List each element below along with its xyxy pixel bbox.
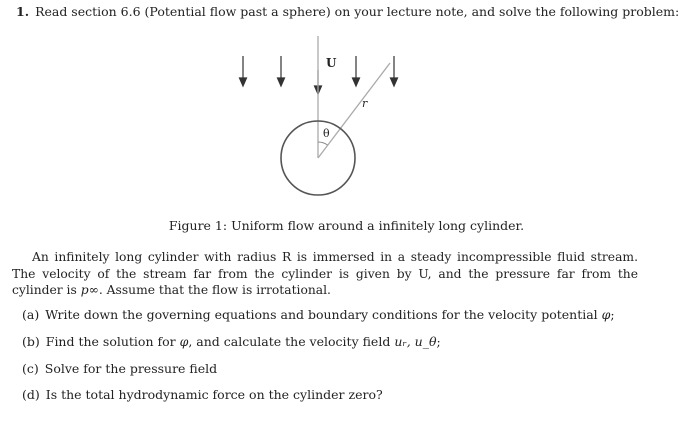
part-a (22, 307, 615, 323)
phi-symbol: φ (601, 307, 611, 322)
part-label: (d) (22, 387, 40, 402)
problem-description (12, 249, 638, 299)
velocity-components: uᵣ, u_θ (394, 334, 437, 349)
radius-label: r (362, 97, 368, 110)
description-text-2: . Assume that the flow is irrotational. (98, 283, 331, 297)
flow-arrow-4 (391, 56, 398, 86)
flow-arrow-2 (278, 56, 285, 86)
part-text: Find the solution for (45, 334, 180, 349)
figure-caption: Figure 1: Uniform flow around a infinitely long cylinder. (168, 218, 525, 233)
part-text: Is the total hydrodynamic force on the cylinder zero? (45, 387, 383, 402)
velocity-label: U (326, 56, 337, 70)
phi-symbol: φ (179, 334, 189, 349)
angle-label: θ (323, 127, 330, 140)
flow-diagram (0, 0, 693, 215)
description-text-1: An infinitely long cylinder with radius R is immersed in a steady incompressible fluid stream. The velocity of the stream far from the cylinder is given by U, and the pressure far from the cylinder is (12, 250, 638, 297)
part-label: (b) (22, 334, 40, 349)
angle-arc (318, 142, 328, 145)
part-b (22, 334, 441, 350)
part-d (22, 387, 383, 403)
part-label: (c) (22, 361, 39, 376)
radial-line (318, 63, 390, 158)
part-suffix: ; (436, 334, 441, 349)
part-text: Write down the governing equations and boundary conditions for the velocity potential (45, 307, 602, 322)
pressure-infinity: p∞ (80, 283, 99, 297)
part-suffix: ; (610, 307, 615, 322)
part-label: (a) (22, 307, 40, 322)
part-c (22, 361, 217, 377)
problem-text: Read section 6.6 (Potential flow past a sphere) on your lecture note, and solve the following problem: (35, 4, 680, 19)
part-text: Solve for the pressure field (44, 361, 218, 376)
part-mid-text: , and calculate the velocity field (188, 334, 395, 349)
problem-number: 1. (16, 4, 30, 19)
flow-arrow-1 (240, 56, 247, 86)
flow-arrow-3 (353, 56, 360, 86)
